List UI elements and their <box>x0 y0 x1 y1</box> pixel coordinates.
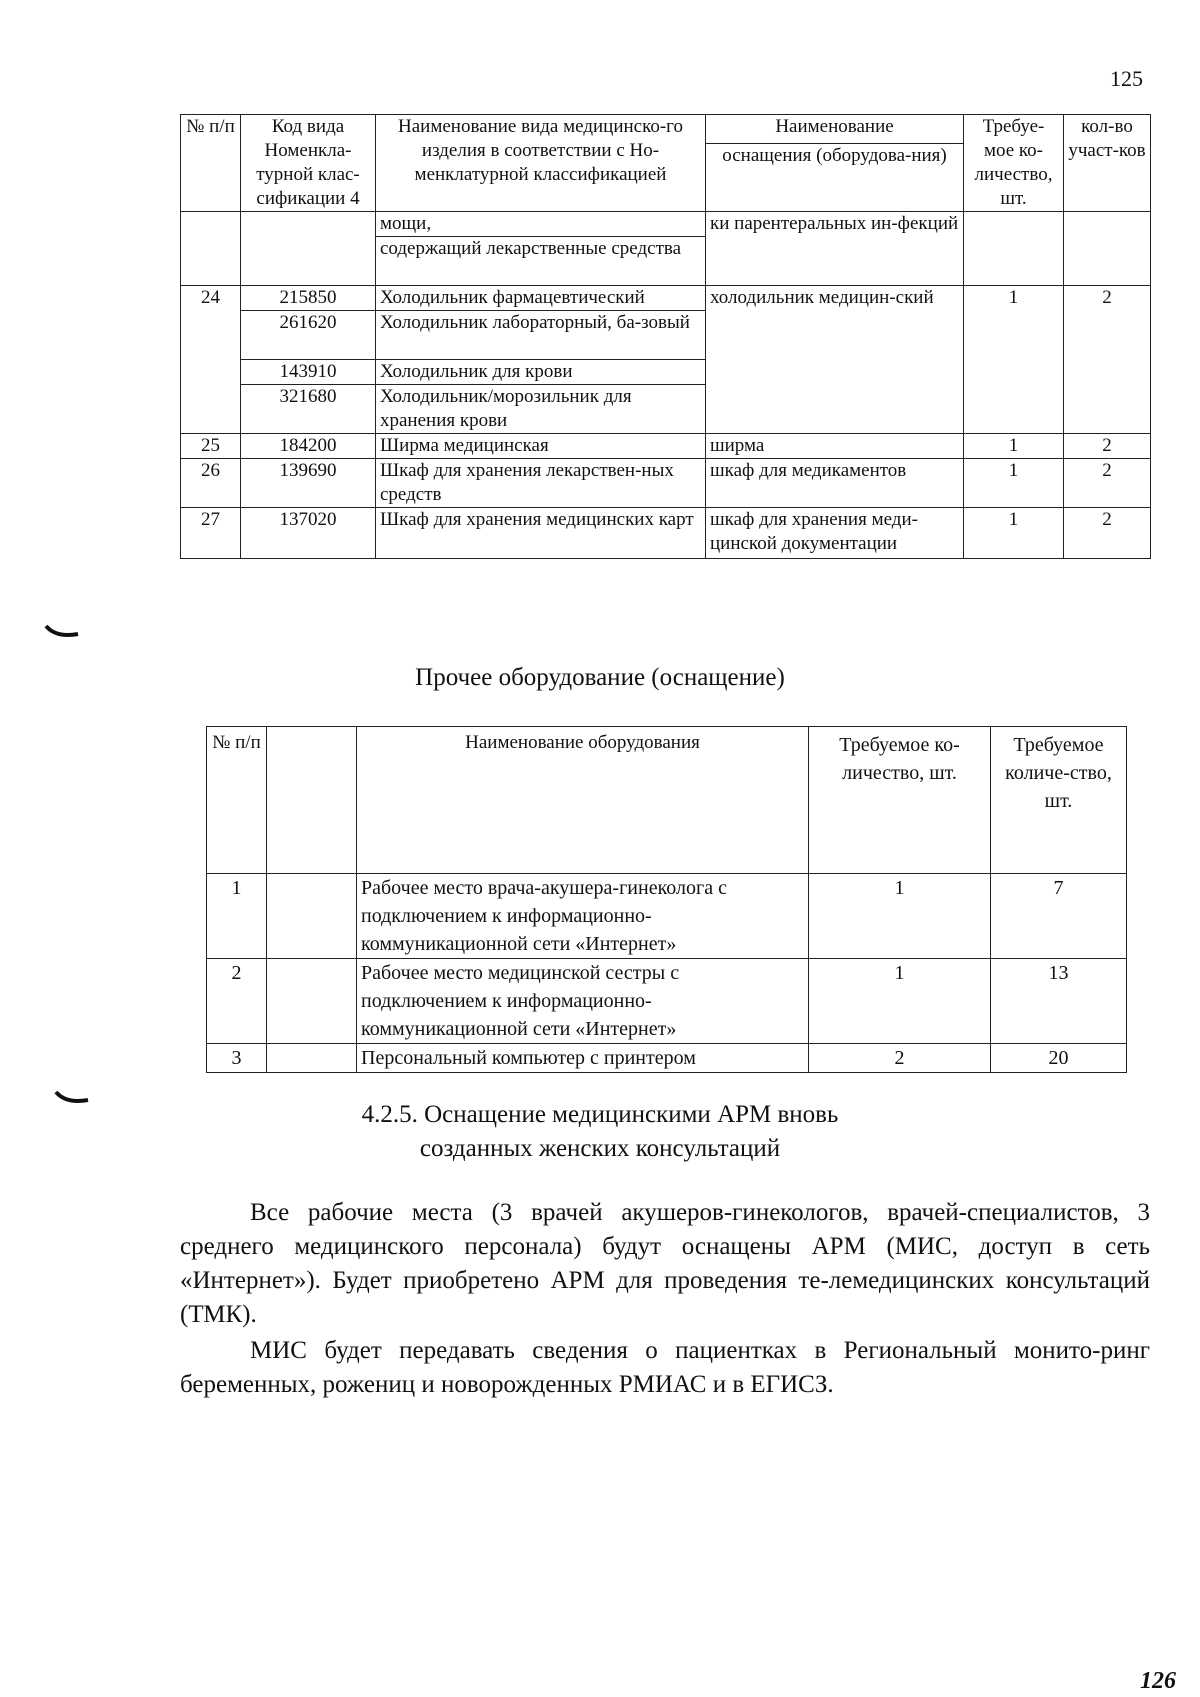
cell-code: 261620 <box>241 311 376 360</box>
cell-sites: 2 <box>1064 459 1151 508</box>
cell-qty1: 1 <box>809 959 991 1044</box>
cell-num: 26 <box>181 459 241 508</box>
cell-code: 321680 <box>241 385 376 434</box>
cell-required: 1 <box>964 286 1064 434</box>
header-name: Наименование оборудования <box>357 727 809 874</box>
cell-required: 1 <box>964 459 1064 508</box>
cell-name: Холодильник для крови <box>376 360 706 385</box>
header-num: № п/п <box>181 115 241 212</box>
cell-code: 137020 <box>241 508 376 559</box>
section-title: Прочее оборудование (оснащение) <box>415 664 785 691</box>
cell-equipment: холодильник медицин-ский <box>706 286 964 434</box>
header-num: № п/п <box>207 727 267 874</box>
header-required: Требуе-мое ко-личество, шт. <box>964 115 1064 212</box>
cell-num: 25 <box>181 434 241 459</box>
table-header-row <box>181 115 1151 212</box>
body-paragraph: МИС будет передавать сведения о пациентках в Региональный монито-ринг беременных, рожениц и новорожденных РМИАС и в ЕГИСЗ. <box>180 1337 1150 1398</box>
table-row <box>181 434 1151 459</box>
cell-code: 143910 <box>241 360 376 385</box>
cell-num: 24 <box>181 286 241 434</box>
cell-equipment: шкаф для медикаментов <box>706 459 964 508</box>
table-header-row <box>207 727 1127 874</box>
header-code: Код вида Номенкла-турной клас-сификации 4 <box>241 115 376 212</box>
table-row <box>181 286 1151 311</box>
cell-sites: 2 <box>1064 286 1151 434</box>
header-sites: кол-во участ-ков <box>1064 115 1151 212</box>
cell-qty1: 1 <box>809 874 991 959</box>
table-row <box>207 874 1127 959</box>
header-name: Наименование вида медицинско-го изделия в соответствии с Но-менклатурной классификацией <box>376 115 706 212</box>
cell-name: Холодильник/морозильник для хранения крови <box>376 385 706 434</box>
subsection-heading <box>250 1098 950 1166</box>
cell-equipment: ширма <box>706 434 964 459</box>
header-equipment <box>706 115 964 212</box>
subsection-heading-line2: созданных женских консультаций <box>419 1135 781 1162</box>
cell-name: Рабочее место врача-акушера-гинеколога с подключением к информационно-коммуникационной сети «Интернет» <box>357 874 809 959</box>
table-row <box>181 212 1151 237</box>
subsection-heading-line1: 4.2.5. Оснащение медицинскими АРМ вновь <box>361 1101 839 1128</box>
cell-name: Ширма медицинская <box>376 434 706 459</box>
cell-code: 215850 <box>241 286 376 311</box>
cell-name: Шкаф для хранения лекарствен-ных средств <box>376 459 706 508</box>
cell-name: содержащий лекарственные средства <box>376 237 706 286</box>
cell-name: Персональный компьютер с принтером <box>357 1044 809 1073</box>
cell-qty2: 20 <box>991 1044 1127 1073</box>
cell-qty2: 7 <box>991 874 1127 959</box>
cell-num: 2 <box>207 959 267 1044</box>
table-row <box>207 1044 1127 1073</box>
corner-page-mark: 126 <box>1140 1668 1176 1694</box>
equipment-table <box>180 114 1151 559</box>
header-qty1: Требуемое ко-личество, шт. <box>809 727 991 874</box>
cell-code: 139690 <box>241 459 376 508</box>
scan-mark <box>42 622 86 642</box>
body-paragraph: Все рабочие места (3 врачей акушеров-гинекологов, врачей-специалистов, 3 среднего медицинского персонала) будут оснащены АРМ (МИС, доступ в сеть «Интернет»). Будет приобретено АРМ для проведения те-лемедицинских консультаций (ТМК). <box>180 1199 1150 1328</box>
table-row <box>207 959 1127 1044</box>
cell-equipment: ки парентеральных ин-фекций <box>706 212 964 286</box>
cell-sites: 2 <box>1064 508 1151 559</box>
cell-num: 1 <box>207 874 267 959</box>
cell-num: 27 <box>181 508 241 559</box>
cell-equipment: шкаф для хранения меди-цинской документации <box>706 508 964 559</box>
cell-num: 3 <box>207 1044 267 1073</box>
other-equipment-table <box>206 726 1127 1073</box>
cell-name: Шкаф для хранения медицинских карт <box>376 508 706 559</box>
scan-mark <box>52 1088 96 1108</box>
cell-qty1: 2 <box>809 1044 991 1073</box>
cell-required: 1 <box>964 434 1064 459</box>
cell-qty2: 13 <box>991 959 1127 1044</box>
page-number: 125 <box>1110 66 1143 91</box>
table-row <box>181 508 1151 559</box>
cell-code: 184200 <box>241 434 376 459</box>
header-equipment-top: Наименование <box>775 116 894 137</box>
cell-sites: 2 <box>1064 434 1151 459</box>
header-qty2: Требуемое количе-ство, шт. <box>991 727 1127 874</box>
header-equipment-bottom: оснащения (оборудова-ния) <box>706 143 963 168</box>
header-blank <box>267 727 357 874</box>
cell-name: Холодильник лабораторный, ба-зовый <box>376 311 706 360</box>
cell-name: мощи, <box>376 212 706 237</box>
cell-name: Рабочее место медицинской сестры с подключением к информационно-коммуникационной сети «Интернет» <box>357 959 809 1044</box>
cell-required: 1 <box>964 508 1064 559</box>
table-row <box>181 459 1151 508</box>
cell-name: Холодильник фармацевтический <box>376 286 706 311</box>
